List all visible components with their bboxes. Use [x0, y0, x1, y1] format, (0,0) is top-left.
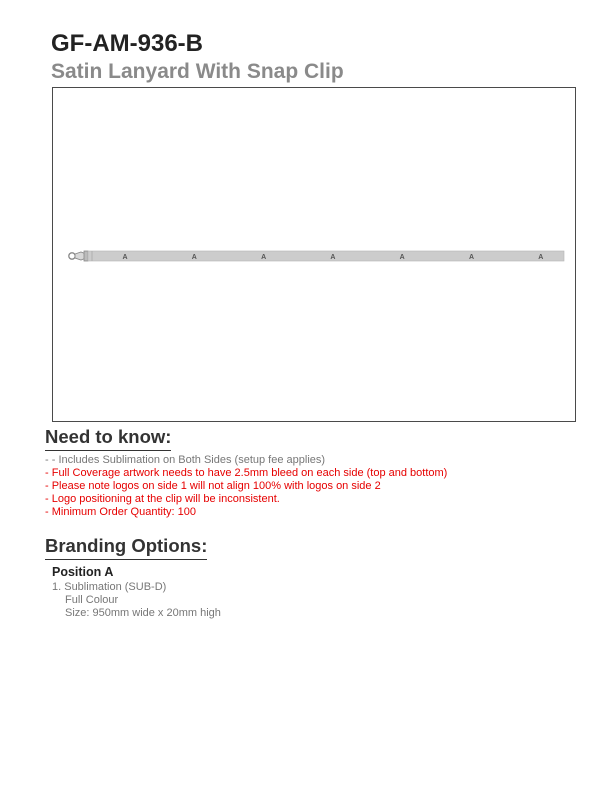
note-item: - Full Coverage artwork needs to have 2.5mm bleed on each side (top and bottom)	[45, 467, 448, 479]
branding-colour: Full Colour	[65, 594, 119, 606]
lanyard-illustration	[53, 88, 577, 423]
logo-position-marker: A	[330, 254, 336, 261]
position-title: Position A	[52, 565, 114, 579]
logo-position-marker: A	[191, 254, 197, 261]
product-code: GF-AM-936-B	[51, 30, 204, 57]
branding-details	[52, 581, 221, 620]
logo-position-marker: A	[468, 254, 475, 261]
need-to-know-heading: Need to know:	[45, 426, 171, 451]
need-to-know-list	[45, 454, 447, 519]
snap-clip-icon	[69, 251, 88, 261]
branding-options-heading: Branding Options:	[45, 535, 207, 560]
product-name: Satin Lanyard With Snap Clip	[51, 60, 344, 83]
logo-position-marker: A	[399, 254, 405, 261]
note-item: - Please note logos on side 1 will not align 100% with logos on side 2	[45, 480, 381, 492]
logo-position-marker: A	[261, 254, 267, 261]
branding-size: Size: 950mm wide x 20mm high	[65, 607, 221, 619]
note-item: - Logo positioning at the clip will be inconsistent.	[45, 493, 280, 505]
lanyard-strap	[88, 251, 564, 261]
logo-position-marker: A	[538, 254, 544, 261]
branding-method: 1. Sublimation (SUB-D)	[52, 581, 167, 593]
note-item: - - Includes Sublimation on Both Sides (setup fee applies)	[45, 454, 326, 466]
note-item: - Minimum Order Quantity: 100	[45, 506, 196, 518]
logo-position-marker: A	[122, 254, 128, 261]
product-preview	[52, 87, 576, 422]
